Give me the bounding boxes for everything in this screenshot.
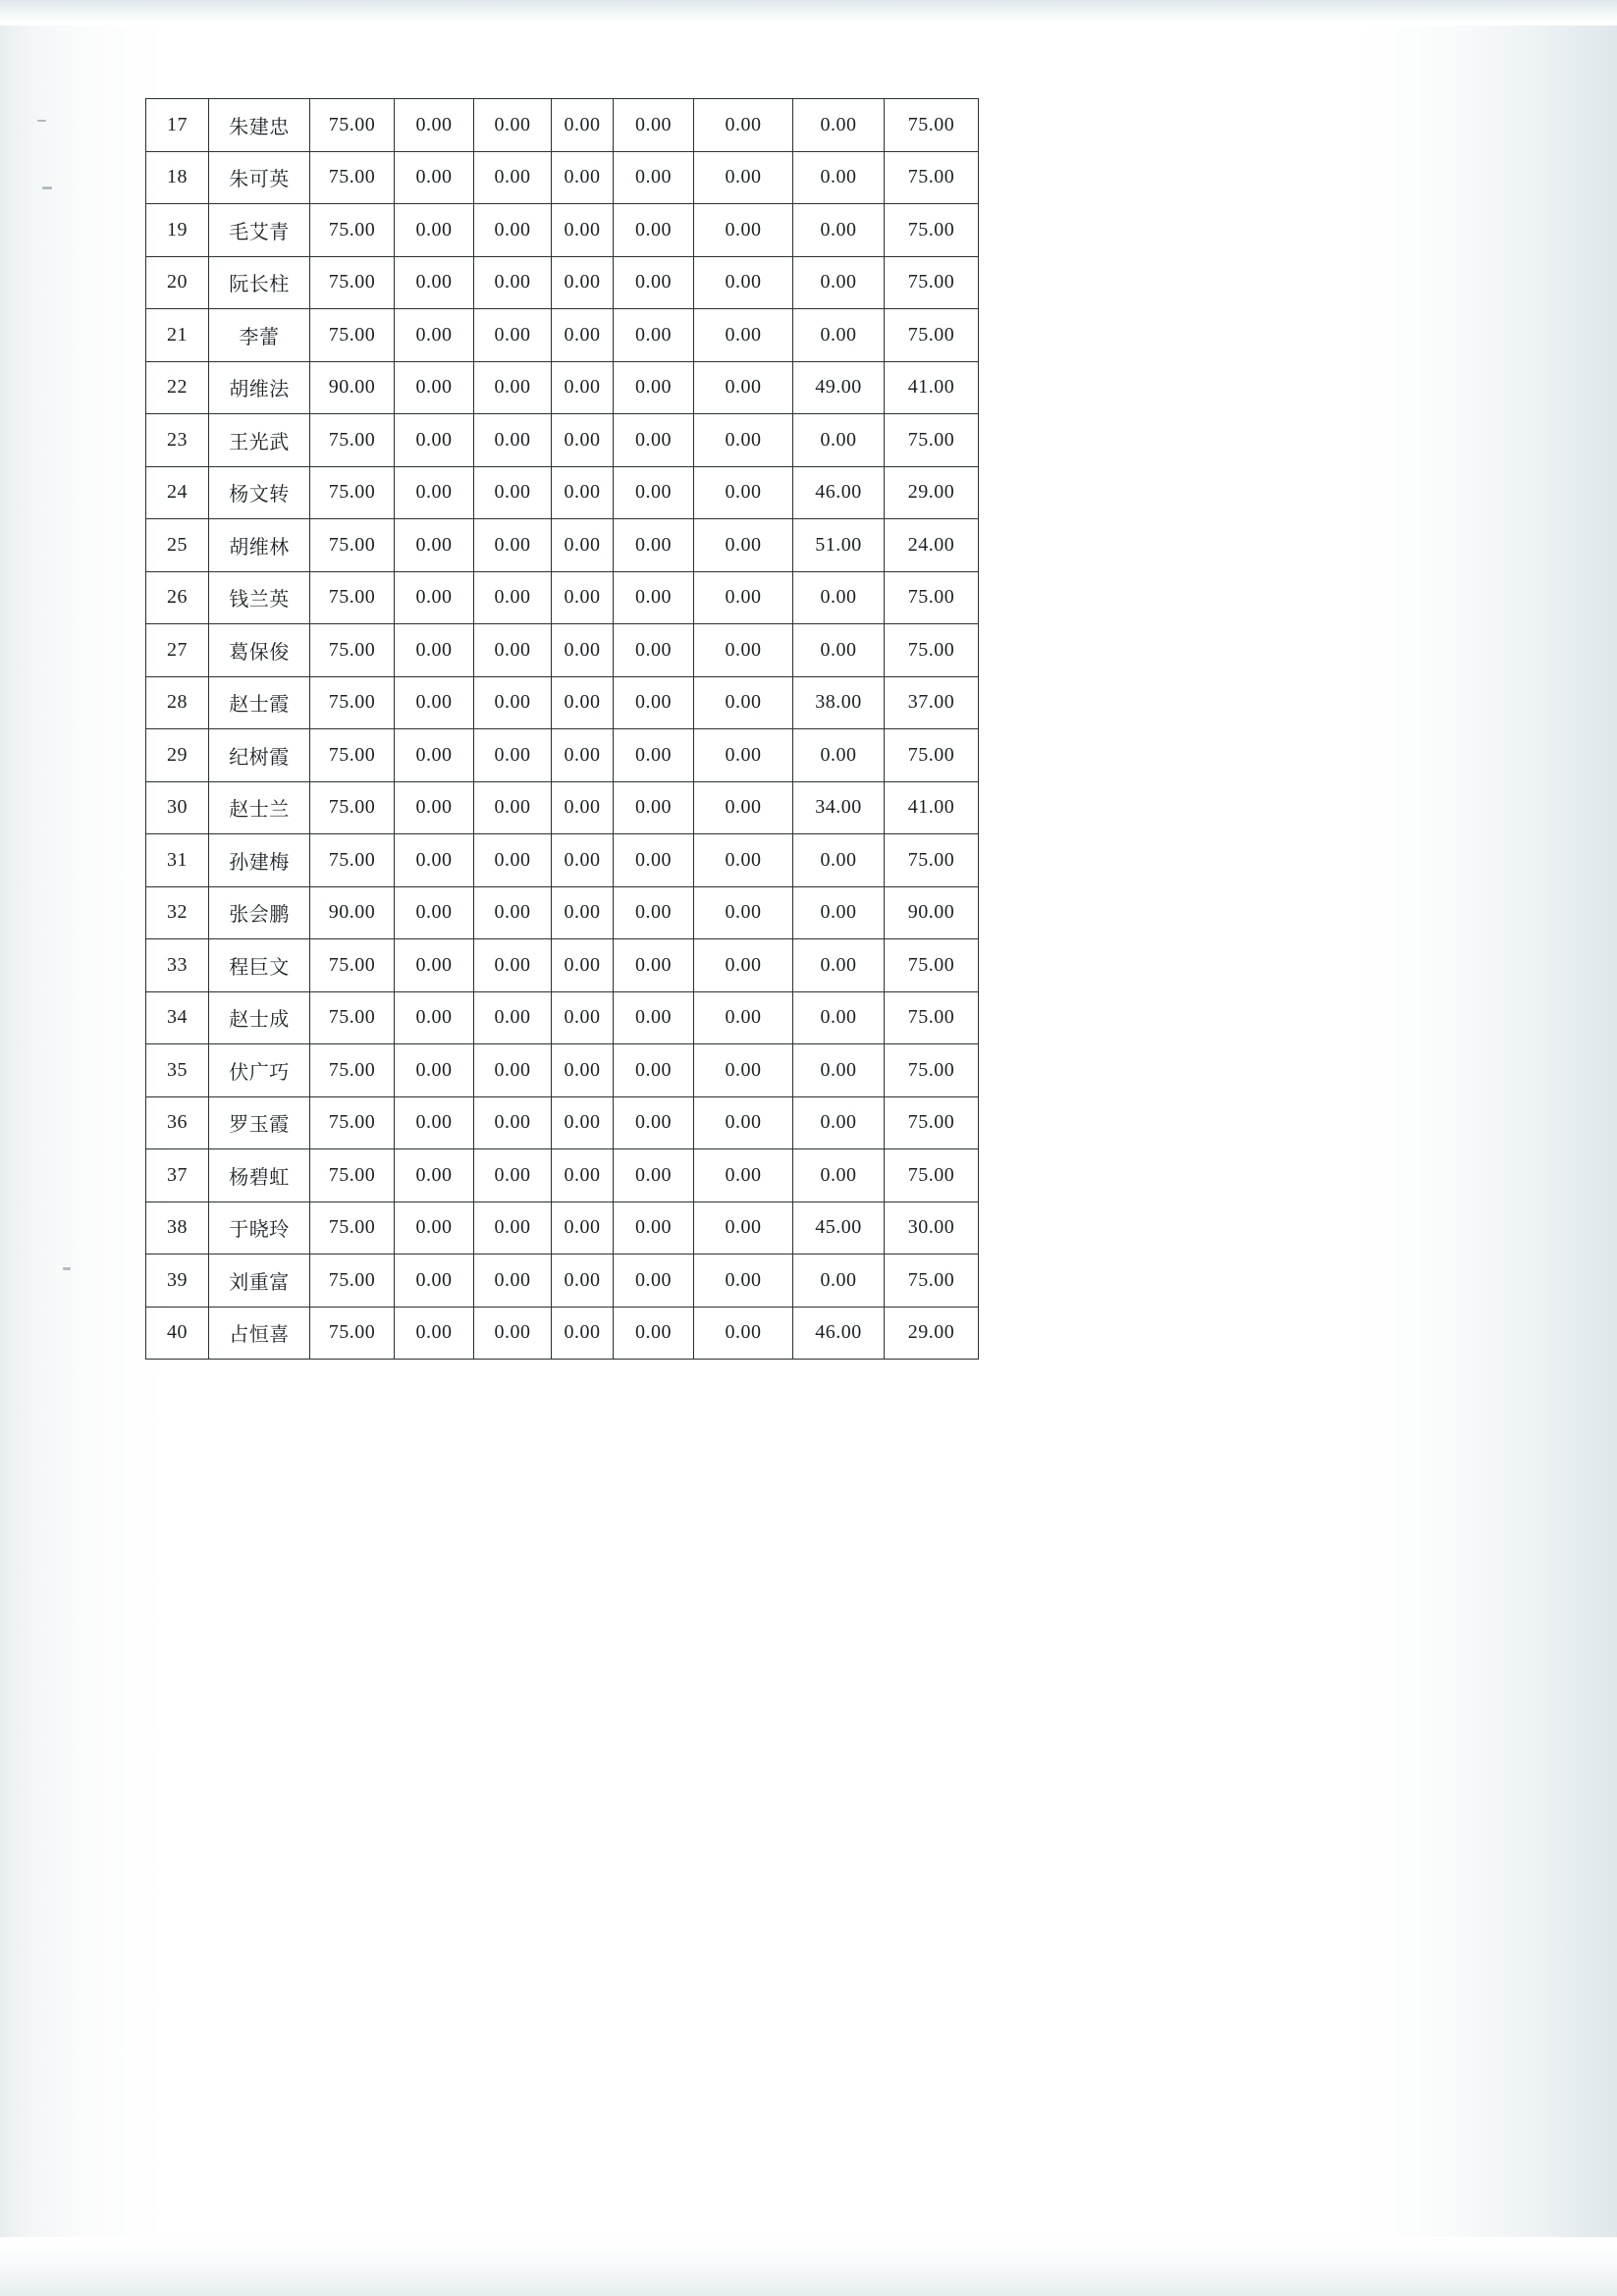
row-name: 朱建忠 [209, 99, 310, 152]
row-value-8: 75.00 [885, 1149, 979, 1202]
row-value-7: 46.00 [793, 1307, 885, 1360]
row-value-4: 0.00 [552, 309, 614, 362]
scan-speck [37, 120, 46, 122]
row-value-2: 0.00 [395, 204, 474, 257]
row-index: 17 [146, 99, 209, 152]
row-value-8: 75.00 [885, 1255, 979, 1308]
row-value-6: 0.00 [694, 834, 793, 887]
row-value-2: 0.00 [395, 571, 474, 624]
row-value-7: 0.00 [793, 414, 885, 467]
row-value-3: 0.00 [474, 1149, 552, 1202]
table-row [146, 309, 979, 362]
table-row [146, 729, 979, 782]
row-value-5: 0.00 [614, 361, 694, 414]
row-value-7: 0.00 [793, 886, 885, 939]
row-value-4: 0.00 [552, 834, 614, 887]
row-value-3: 0.00 [474, 886, 552, 939]
row-value-8: 75.00 [885, 414, 979, 467]
row-index: 36 [146, 1096, 209, 1149]
row-value-2: 0.00 [395, 1044, 474, 1097]
row-value-1: 75.00 [310, 99, 395, 152]
table-row [146, 1044, 979, 1097]
row-value-3: 0.00 [474, 1201, 552, 1255]
row-value-3: 0.00 [474, 519, 552, 572]
row-value-8: 75.00 [885, 1044, 979, 1097]
row-value-7: 0.00 [793, 204, 885, 257]
row-value-1: 75.00 [310, 1044, 395, 1097]
row-value-2: 0.00 [395, 466, 474, 519]
row-value-6: 0.00 [694, 1096, 793, 1149]
table-row [146, 991, 979, 1044]
row-value-3: 0.00 [474, 361, 552, 414]
row-value-6: 0.00 [694, 204, 793, 257]
row-value-7: 0.00 [793, 1255, 885, 1308]
row-value-2: 0.00 [395, 519, 474, 572]
row-value-7: 0.00 [793, 1044, 885, 1097]
row-value-1: 75.00 [310, 1255, 395, 1308]
row-index: 18 [146, 151, 209, 204]
row-index: 32 [146, 886, 209, 939]
row-value-2: 0.00 [395, 1201, 474, 1255]
row-value-1: 75.00 [310, 309, 395, 362]
row-value-6: 0.00 [694, 991, 793, 1044]
row-value-6: 0.00 [694, 151, 793, 204]
row-name: 赵士成 [209, 991, 310, 1044]
row-value-6: 0.00 [694, 519, 793, 572]
row-value-1: 75.00 [310, 151, 395, 204]
row-value-4: 0.00 [552, 1044, 614, 1097]
row-value-3: 0.00 [474, 1307, 552, 1360]
row-value-2: 0.00 [395, 991, 474, 1044]
row-value-3: 0.00 [474, 834, 552, 887]
row-value-2: 0.00 [395, 361, 474, 414]
row-value-6: 0.00 [694, 466, 793, 519]
row-value-8: 30.00 [885, 1201, 979, 1255]
row-value-4: 0.00 [552, 1307, 614, 1360]
table-row [146, 466, 979, 519]
row-value-4: 0.00 [552, 256, 614, 309]
row-value-6: 0.00 [694, 99, 793, 152]
row-value-7: 0.00 [793, 624, 885, 677]
row-value-8: 24.00 [885, 519, 979, 572]
row-value-7: 0.00 [793, 991, 885, 1044]
row-value-7: 0.00 [793, 151, 885, 204]
row-value-2: 0.00 [395, 781, 474, 834]
row-name: 王光武 [209, 414, 310, 467]
row-name: 赵士兰 [209, 781, 310, 834]
row-value-2: 0.00 [395, 1255, 474, 1308]
row-value-3: 0.00 [474, 676, 552, 729]
table-row [146, 1096, 979, 1149]
row-name: 伏广巧 [209, 1044, 310, 1097]
row-value-5: 0.00 [614, 99, 694, 152]
row-value-6: 0.00 [694, 414, 793, 467]
table-row [146, 361, 979, 414]
row-index: 28 [146, 676, 209, 729]
row-value-2: 0.00 [395, 886, 474, 939]
row-value-7: 38.00 [793, 676, 885, 729]
row-value-7: 0.00 [793, 834, 885, 887]
table-row [146, 414, 979, 467]
row-value-1: 75.00 [310, 834, 395, 887]
row-name: 钱兰英 [209, 571, 310, 624]
row-value-8: 75.00 [885, 939, 979, 992]
row-value-8: 75.00 [885, 256, 979, 309]
row-value-4: 0.00 [552, 939, 614, 992]
row-value-5: 0.00 [614, 1201, 694, 1255]
row-name: 张会鹏 [209, 886, 310, 939]
row-value-1: 75.00 [310, 519, 395, 572]
row-value-5: 0.00 [614, 624, 694, 677]
row-value-1: 75.00 [310, 939, 395, 992]
row-value-4: 0.00 [552, 1201, 614, 1255]
row-value-6: 0.00 [694, 1307, 793, 1360]
row-value-4: 0.00 [552, 781, 614, 834]
row-value-6: 0.00 [694, 309, 793, 362]
row-value-3: 0.00 [474, 99, 552, 152]
row-value-4: 0.00 [552, 1255, 614, 1308]
row-value-6: 0.00 [694, 361, 793, 414]
row-name: 罗玉霞 [209, 1096, 310, 1149]
row-index: 23 [146, 414, 209, 467]
row-value-2: 0.00 [395, 834, 474, 887]
row-value-1: 75.00 [310, 466, 395, 519]
row-name: 孙建梅 [209, 834, 310, 887]
row-index: 34 [146, 991, 209, 1044]
row-value-3: 0.00 [474, 1255, 552, 1308]
row-value-3: 0.00 [474, 414, 552, 467]
row-value-1: 75.00 [310, 1201, 395, 1255]
row-value-5: 0.00 [614, 834, 694, 887]
row-value-3: 0.00 [474, 151, 552, 204]
row-value-1: 75.00 [310, 729, 395, 782]
row-value-5: 0.00 [614, 939, 694, 992]
row-value-5: 0.00 [614, 204, 694, 257]
row-value-6: 0.00 [694, 676, 793, 729]
row-value-3: 0.00 [474, 466, 552, 519]
row-value-3: 0.00 [474, 571, 552, 624]
row-value-6: 0.00 [694, 939, 793, 992]
row-value-1: 90.00 [310, 361, 395, 414]
row-name: 胡维法 [209, 361, 310, 414]
row-value-5: 0.00 [614, 1096, 694, 1149]
scan-speck [42, 187, 52, 189]
row-value-7: 0.00 [793, 1149, 885, 1202]
row-value-3: 0.00 [474, 1044, 552, 1097]
row-value-1: 75.00 [310, 204, 395, 257]
row-value-6: 0.00 [694, 624, 793, 677]
row-value-8: 75.00 [885, 991, 979, 1044]
row-value-4: 0.00 [552, 886, 614, 939]
row-value-7: 0.00 [793, 309, 885, 362]
row-value-8: 29.00 [885, 1307, 979, 1360]
table-row [146, 99, 979, 152]
table-row [146, 1201, 979, 1255]
row-value-7: 46.00 [793, 466, 885, 519]
row-index: 24 [146, 466, 209, 519]
row-value-2: 0.00 [395, 1149, 474, 1202]
row-value-7: 49.00 [793, 361, 885, 414]
row-value-6: 0.00 [694, 1255, 793, 1308]
row-value-1: 75.00 [310, 676, 395, 729]
row-value-2: 0.00 [395, 151, 474, 204]
row-value-1: 75.00 [310, 256, 395, 309]
row-value-1: 75.00 [310, 781, 395, 834]
row-value-4: 0.00 [552, 414, 614, 467]
table-row [146, 1255, 979, 1308]
data-table-container [145, 98, 958, 1360]
row-value-8: 75.00 [885, 624, 979, 677]
table-row [146, 1149, 979, 1202]
row-value-4: 0.00 [552, 729, 614, 782]
row-value-6: 0.00 [694, 886, 793, 939]
row-value-2: 0.00 [395, 414, 474, 467]
scan-speck [63, 1267, 71, 1270]
row-index: 19 [146, 204, 209, 257]
row-value-3: 0.00 [474, 309, 552, 362]
table-row [146, 886, 979, 939]
row-value-8: 75.00 [885, 1096, 979, 1149]
row-value-5: 0.00 [614, 571, 694, 624]
row-value-4: 0.00 [552, 676, 614, 729]
row-value-3: 0.00 [474, 624, 552, 677]
row-value-7: 34.00 [793, 781, 885, 834]
row-value-6: 0.00 [694, 729, 793, 782]
row-value-1: 75.00 [310, 1149, 395, 1202]
row-value-8: 75.00 [885, 309, 979, 362]
row-value-4: 0.00 [552, 1149, 614, 1202]
row-value-4: 0.00 [552, 991, 614, 1044]
row-index: 35 [146, 1044, 209, 1097]
row-value-3: 0.00 [474, 991, 552, 1044]
row-value-4: 0.00 [552, 624, 614, 677]
table-row [146, 571, 979, 624]
row-name: 纪树霞 [209, 729, 310, 782]
row-name: 葛保俊 [209, 624, 310, 677]
row-name: 刘重富 [209, 1255, 310, 1308]
row-value-2: 0.00 [395, 1096, 474, 1149]
row-index: 38 [146, 1201, 209, 1255]
row-value-8: 29.00 [885, 466, 979, 519]
row-value-5: 0.00 [614, 1044, 694, 1097]
row-name: 毛艾青 [209, 204, 310, 257]
table-row [146, 151, 979, 204]
row-name: 占恒喜 [209, 1307, 310, 1360]
row-value-3: 0.00 [474, 1096, 552, 1149]
row-index: 39 [146, 1255, 209, 1308]
row-value-4: 0.00 [552, 1096, 614, 1149]
row-value-5: 0.00 [614, 414, 694, 467]
row-value-1: 75.00 [310, 571, 395, 624]
row-value-4: 0.00 [552, 99, 614, 152]
row-value-1: 75.00 [310, 1096, 395, 1149]
row-value-5: 0.00 [614, 519, 694, 572]
row-value-7: 0.00 [793, 256, 885, 309]
row-name: 阮长柱 [209, 256, 310, 309]
row-value-8: 75.00 [885, 571, 979, 624]
payment-table [145, 98, 979, 1360]
row-name: 杨文转 [209, 466, 310, 519]
row-value-1: 75.00 [310, 624, 395, 677]
row-value-5: 0.00 [614, 309, 694, 362]
row-name: 赵士霞 [209, 676, 310, 729]
row-value-5: 0.00 [614, 466, 694, 519]
row-value-8: 90.00 [885, 886, 979, 939]
row-value-7: 45.00 [793, 1201, 885, 1255]
row-value-4: 0.00 [552, 204, 614, 257]
row-name: 胡维林 [209, 519, 310, 572]
table-row [146, 781, 979, 834]
row-value-3: 0.00 [474, 204, 552, 257]
row-value-8: 75.00 [885, 729, 979, 782]
row-name: 杨碧虹 [209, 1149, 310, 1202]
row-value-6: 0.00 [694, 571, 793, 624]
row-index: 21 [146, 309, 209, 362]
row-value-3: 0.00 [474, 729, 552, 782]
table-row [146, 204, 979, 257]
table-row [146, 676, 979, 729]
row-value-5: 0.00 [614, 676, 694, 729]
row-value-2: 0.00 [395, 676, 474, 729]
row-index: 30 [146, 781, 209, 834]
row-value-7: 0.00 [793, 939, 885, 992]
row-index: 33 [146, 939, 209, 992]
row-value-8: 41.00 [885, 361, 979, 414]
row-value-7: 0.00 [793, 99, 885, 152]
row-value-1: 90.00 [310, 886, 395, 939]
row-value-5: 0.00 [614, 151, 694, 204]
row-value-1: 75.00 [310, 991, 395, 1044]
row-value-3: 0.00 [474, 256, 552, 309]
row-value-8: 75.00 [885, 151, 979, 204]
row-index: 22 [146, 361, 209, 414]
row-value-1: 75.00 [310, 414, 395, 467]
row-value-3: 0.00 [474, 781, 552, 834]
row-index: 25 [146, 519, 209, 572]
row-name: 于晓玲 [209, 1201, 310, 1255]
row-value-2: 0.00 [395, 729, 474, 782]
row-value-7: 0.00 [793, 571, 885, 624]
row-value-8: 75.00 [885, 204, 979, 257]
row-index: 31 [146, 834, 209, 887]
row-value-8: 75.00 [885, 99, 979, 152]
row-value-8: 41.00 [885, 781, 979, 834]
row-value-2: 0.00 [395, 309, 474, 362]
row-value-5: 0.00 [614, 781, 694, 834]
row-value-3: 0.00 [474, 939, 552, 992]
row-value-2: 0.00 [395, 99, 474, 152]
row-value-1: 75.00 [310, 1307, 395, 1360]
row-value-4: 0.00 [552, 519, 614, 572]
row-value-2: 0.00 [395, 1307, 474, 1360]
row-value-5: 0.00 [614, 886, 694, 939]
row-value-6: 0.00 [694, 1044, 793, 1097]
table-row [146, 834, 979, 887]
row-value-2: 0.00 [395, 939, 474, 992]
table-row [146, 519, 979, 572]
row-value-4: 0.00 [552, 466, 614, 519]
row-value-5: 0.00 [614, 256, 694, 309]
row-value-7: 0.00 [793, 1096, 885, 1149]
table-row [146, 256, 979, 309]
row-value-5: 0.00 [614, 1255, 694, 1308]
row-value-5: 0.00 [614, 991, 694, 1044]
row-value-8: 37.00 [885, 676, 979, 729]
row-value-6: 0.00 [694, 1149, 793, 1202]
row-value-8: 75.00 [885, 834, 979, 887]
row-value-6: 0.00 [694, 256, 793, 309]
row-value-4: 0.00 [552, 571, 614, 624]
row-value-6: 0.00 [694, 781, 793, 834]
row-value-2: 0.00 [395, 624, 474, 677]
row-index: 29 [146, 729, 209, 782]
row-value-7: 51.00 [793, 519, 885, 572]
row-index: 40 [146, 1307, 209, 1360]
row-name: 李蕾 [209, 309, 310, 362]
row-name: 程巨文 [209, 939, 310, 992]
row-value-4: 0.00 [552, 151, 614, 204]
row-index: 26 [146, 571, 209, 624]
row-value-7: 0.00 [793, 729, 885, 782]
table-row [146, 939, 979, 992]
row-index: 37 [146, 1149, 209, 1202]
row-index: 27 [146, 624, 209, 677]
row-value-5: 0.00 [614, 1307, 694, 1360]
row-value-2: 0.00 [395, 256, 474, 309]
table-row [146, 1307, 979, 1360]
row-value-6: 0.00 [694, 1201, 793, 1255]
row-value-4: 0.00 [552, 361, 614, 414]
row-index: 20 [146, 256, 209, 309]
row-value-5: 0.00 [614, 1149, 694, 1202]
table-row [146, 624, 979, 677]
row-value-5: 0.00 [614, 729, 694, 782]
row-name: 朱可英 [209, 151, 310, 204]
